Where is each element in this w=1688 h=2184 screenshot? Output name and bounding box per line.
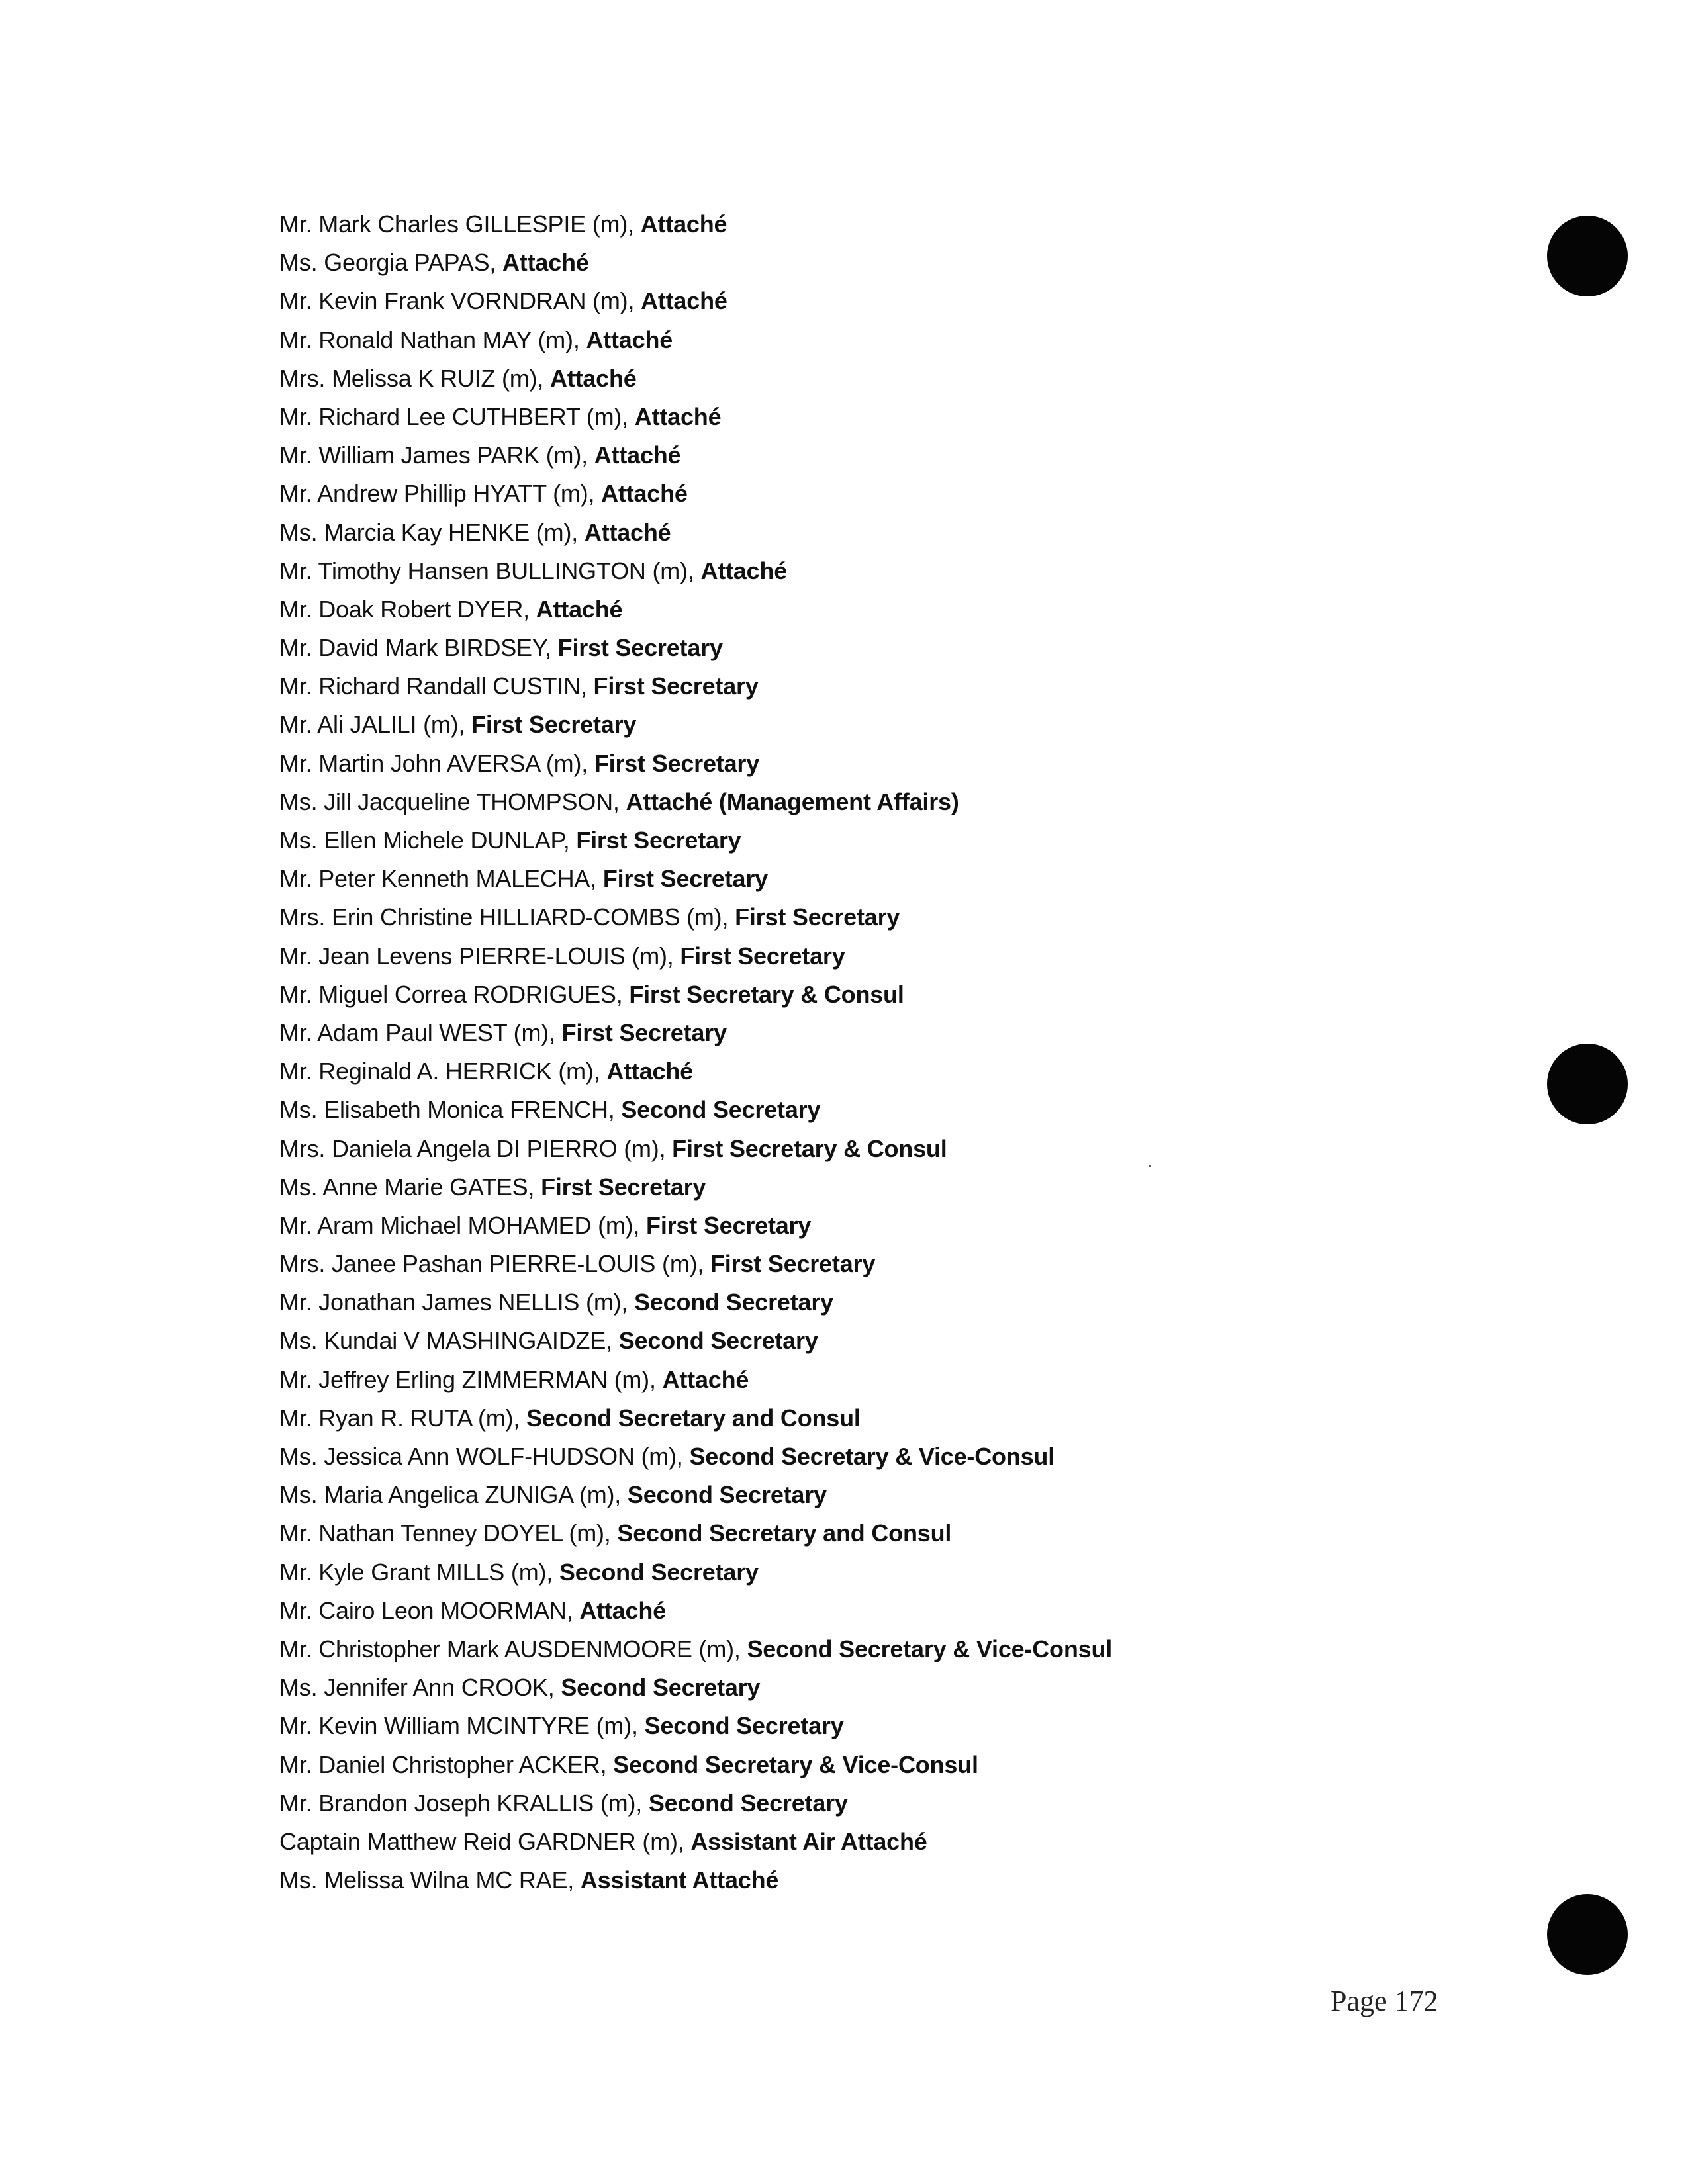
- staff-title: Second Secretary: [561, 1674, 761, 1702]
- staff-title: First Secretary: [594, 749, 760, 777]
- staff-title: Attaché: [634, 402, 722, 430]
- staff-title: Second Secretary and Consul: [617, 1520, 952, 1547]
- staff-title: First Secretary: [602, 865, 768, 893]
- staff-entry: [279, 1746, 1272, 1784]
- staff-entry: [279, 514, 1272, 552]
- staff-entry: [279, 1823, 1272, 1861]
- staff-name: Mr. Christopher Mark AUSDENMOORE (m),: [279, 1635, 747, 1662]
- staff-name: Mr. William James PARK (m),: [279, 441, 594, 469]
- staff-entry: [279, 398, 1272, 436]
- staff-title: Attaché: [700, 557, 788, 584]
- staff-name: Ms. Maria Angelica ZUNIGA (m),: [279, 1481, 628, 1509]
- staff-title: First Secretary & Consul: [629, 980, 904, 1008]
- staff-name: Mrs. Melissa K RUIZ (m),: [279, 364, 550, 392]
- staff-name: Ms. Ellen Michele DUNLAP,: [279, 827, 577, 854]
- staff-entry: [279, 1206, 1272, 1245]
- staff-title: Assistant Air Attaché: [690, 1827, 927, 1855]
- staff-entry: [279, 1514, 1272, 1553]
- staff-entry: [279, 552, 1272, 590]
- staff-name: Mr. Kyle Grant MILLS (m),: [279, 1558, 559, 1586]
- staff-name: Mr. Richard Randall CUSTIN,: [279, 672, 594, 700]
- staff-title: Attaché: [536, 595, 623, 623]
- staff-entry: [279, 976, 1272, 1014]
- staff-title: Attaché: [549, 364, 637, 392]
- staff-title: Assistant Attaché: [580, 1866, 779, 1894]
- staff-entry: [279, 1052, 1272, 1091]
- staff-title: First Secretary: [561, 1019, 727, 1046]
- staff-entry: [279, 1361, 1272, 1399]
- staff-name: Captain Matthew Reid GARDNER (m),: [279, 1827, 691, 1855]
- staff-title: First Secretary: [541, 1173, 706, 1201]
- staff-title: Second Secretary & Vice-Consul: [747, 1635, 1113, 1662]
- staff-name: Ms. Elisabeth Monica FRENCH,: [279, 1096, 622, 1124]
- staff-entry: [279, 1322, 1272, 1360]
- punch-hole-bottom: [1547, 1894, 1628, 1975]
- staff-name: Mr. Jeffrey Erling ZIMMERMAN (m),: [279, 1365, 663, 1393]
- staff-name: Mr. Miguel Correa RODRIGUES,: [279, 980, 630, 1008]
- staff-title: Second Secretary: [621, 1096, 821, 1124]
- staff-name: Ms. Jessica Ann WOLF-HUDSON (m),: [279, 1443, 690, 1470]
- staff-name: Mr. Cairo Leon MOORMAN,: [279, 1596, 580, 1624]
- staff-title: Attaché: [601, 480, 688, 508]
- staff-entry: [279, 321, 1272, 359]
- staff-title: Second Secretary and Consul: [526, 1404, 861, 1432]
- staff-entry: [279, 1707, 1272, 1745]
- staff-name: Mr. Peter Kenneth MALECHA,: [279, 865, 603, 893]
- staff-entry: [279, 1245, 1272, 1283]
- staff-name: Mrs. Janee Pashan PIERRE-LOUIS (m),: [279, 1250, 710, 1278]
- staff-title: First Secretary: [735, 903, 900, 931]
- staff-entry: [279, 1668, 1272, 1707]
- staff-title: First Secretary: [646, 1211, 812, 1239]
- staff-title: First Secretary: [593, 672, 759, 700]
- staff-name: Mr. Adam Paul WEST (m),: [279, 1019, 562, 1046]
- staff-title: Second Secretary: [644, 1712, 844, 1740]
- staff-title: Second Secretary & Vice-Consul: [689, 1443, 1055, 1470]
- staff-title: Second Secretary: [648, 1789, 848, 1817]
- staff-entry: [279, 1168, 1272, 1206]
- staff-entry: [279, 1437, 1272, 1476]
- staff-entry: [279, 282, 1272, 320]
- staff-entry: [279, 821, 1272, 860]
- staff-name: Mr. Reginald A. HERRICK (m),: [279, 1058, 607, 1085]
- staff-name: Mr. Jean Levens PIERRE-LOUIS (m),: [279, 942, 680, 970]
- staff-name: Ms. Melissa Wilna MC RAE,: [279, 1866, 581, 1894]
- staff-list: [279, 205, 1272, 1899]
- staff-name: Mr. Ali JALILI (m),: [279, 711, 472, 739]
- staff-name: Mr. Brandon Joseph KRALLIS (m),: [279, 1789, 649, 1817]
- staff-entry: [279, 745, 1272, 783]
- staff-title: Second Secretary: [627, 1481, 827, 1509]
- punch-hole-middle: [1547, 1044, 1628, 1124]
- staff-entry: [279, 1399, 1272, 1437]
- staff-entry: [279, 629, 1272, 667]
- staff-title: Second Secretary: [634, 1289, 833, 1316]
- staff-name: Ms. Jennifer Ann CROOK,: [279, 1674, 561, 1702]
- staff-entry: [279, 1784, 1272, 1823]
- staff-name: Mr. Mark Charles GILLESPIE (m),: [279, 210, 641, 238]
- staff-title: Attaché: [594, 441, 681, 469]
- staff-name: Ms. Georgia PAPAS,: [279, 249, 502, 277]
- staff-name: Mr. Kevin Frank VORNDRAN (m),: [279, 287, 641, 315]
- staff-title: Attaché: [662, 1365, 749, 1393]
- staff-name: Ms. Anne Marie GATES,: [279, 1173, 541, 1201]
- staff-title: First Secretary: [680, 942, 845, 970]
- staff-entry: [279, 1091, 1272, 1129]
- staff-title: First Secretary: [710, 1250, 876, 1278]
- staff-entry: [279, 205, 1272, 244]
- staff-title: Attaché: [586, 326, 673, 353]
- staff-entry: [279, 1630, 1272, 1668]
- staff-entry: [279, 1861, 1272, 1899]
- staff-name: Mr. Martin John AVERSA (m),: [279, 749, 594, 777]
- staff-name: Mr. Nathan Tenney DOYEL (m),: [279, 1520, 618, 1547]
- staff-title: Attaché: [606, 1058, 693, 1085]
- staff-entry: [279, 590, 1272, 629]
- staff-name: Mr. Kevin William MCINTYRE (m),: [279, 1712, 645, 1740]
- staff-title: First Secretary: [471, 711, 637, 739]
- staff-entry: [279, 783, 1272, 821]
- staff-name: Mrs. Erin Christine HILLIARD-COMBS (m),: [279, 903, 735, 931]
- staff-entry: [279, 667, 1272, 705]
- staff-name: Mr. Jonathan James NELLIS (m),: [279, 1289, 634, 1316]
- staff-title: Attaché: [579, 1596, 666, 1624]
- staff-entry: [279, 1476, 1272, 1514]
- staff-title: First Secretary & Consul: [672, 1134, 947, 1162]
- staff-entry: [279, 1592, 1272, 1630]
- staff-name: Ms. Jill Jacqueline THOMPSON,: [279, 788, 626, 815]
- staff-title: Second Secretary & Vice-Consul: [613, 1751, 978, 1778]
- staff-name: Ms. Marcia Kay HENKE (m),: [279, 518, 585, 546]
- staff-entry: [279, 1283, 1272, 1322]
- staff-entry: [279, 1130, 1272, 1168]
- staff-name: Mr. Ronald Nathan MAY (m),: [279, 326, 586, 353]
- page-number: Page 172: [1331, 1985, 1438, 2017]
- staff-entry: [279, 1014, 1272, 1052]
- staff-name: Mr. Richard Lee CUTHBERT (m),: [279, 402, 635, 430]
- staff-name: Mr. Aram Michael MOHAMED (m),: [279, 1211, 647, 1239]
- staff-title: Attaché: [502, 249, 589, 277]
- staff-entry: [279, 705, 1272, 744]
- staff-name: Mr. Doak Robert DYER,: [279, 595, 536, 623]
- staff-entry: [279, 436, 1272, 475]
- staff-name: Mr. David Mark BIRDSEY,: [279, 634, 558, 662]
- staff-entry: [279, 937, 1272, 976]
- staff-entry: [279, 1553, 1272, 1592]
- staff-entry: [279, 244, 1272, 282]
- staff-name: Mrs. Daniela Angela DI PIERRO (m),: [279, 1134, 673, 1162]
- staff-title: Attaché: [641, 287, 727, 315]
- staff-name: Mr. Timothy Hansen BULLINGTON (m),: [279, 557, 701, 584]
- staff-name: Mr. Ryan R. RUTA (m),: [279, 1404, 526, 1432]
- staff-name: Ms. Kundai V MASHINGAIDZE,: [279, 1327, 619, 1355]
- staff-title: Second Secretary: [618, 1327, 818, 1355]
- staff-title: Attaché: [584, 518, 671, 546]
- staff-entry: [279, 898, 1272, 936]
- staff-entry: [279, 359, 1272, 398]
- staff-name: Mr. Daniel Christopher ACKER,: [279, 1751, 614, 1778]
- staff-name: Mr. Andrew Phillip HYATT (m),: [279, 480, 602, 508]
- staff-entry: [279, 475, 1272, 513]
- staff-title: Attaché (Management Affairs): [626, 788, 959, 815]
- punch-hole-top: [1547, 216, 1628, 296]
- staff-title: Second Secretary: [559, 1558, 759, 1586]
- staff-title: Attaché: [640, 210, 727, 238]
- staff-title: First Secretary: [557, 634, 723, 662]
- staff-entry: [279, 860, 1272, 898]
- staff-title: First Secretary: [576, 827, 741, 854]
